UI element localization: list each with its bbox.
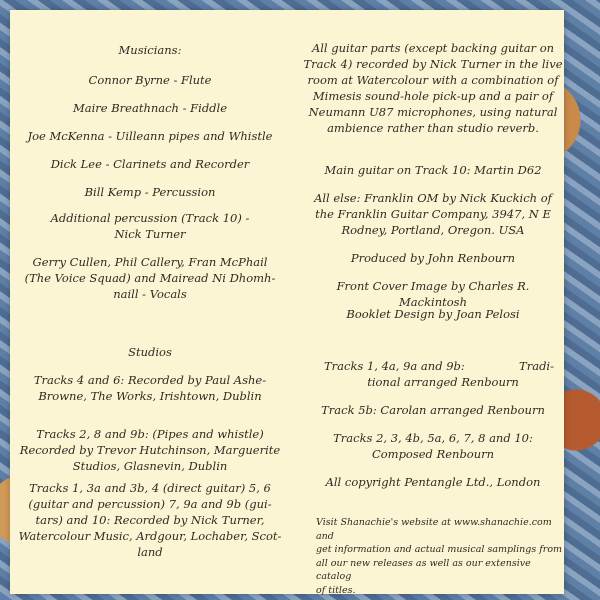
producer-credit: Produced by John Renbourn	[350, 251, 516, 265]
musician-credit: Maire Breathnach - Fiddle	[72, 101, 228, 115]
design-credit: Booklet Design by Joan Pelosi	[346, 307, 520, 321]
musician-credit: Gerry Cullen, Phil Callery, Fran McPhail (The Voice Squad) and Mairead Ni Dhomh- naill - Vocals	[24, 255, 276, 301]
other-guitar-note: All else: Franklin OM by Nick Kuckich of the Franklin Guitar Company, 3947, N E Rodney, Portland, Oregon. USA	[314, 191, 552, 237]
studio-credit: Tracks 2, 8 and 9b: (Pipes and whistle) Recorded by Trevor Hutchinson, Marguerite Studios, Glasnevin, Dublin	[19, 427, 281, 473]
musician-credit: Additional percussion (Track 10) - Nick Turner	[50, 211, 250, 241]
arrangement-credit: Tracks 2, 3, 4b, 5a, 6, 7, 8 and 10: Composed Renbourn	[333, 431, 533, 461]
booklet-page	[10, 10, 564, 594]
arrangement-credit: Track 5b: Carolan arranged Renbourn	[321, 403, 545, 417]
main-guitar-note: Main guitar on Track 10: Martin D62	[324, 163, 542, 177]
studio-credit: Tracks 1, 3a and 3b, 4 (direct guitar) 5, 6 (guitar and percussion) 7, 9a and 9b (gui- tars) and 10: Recorded by Nick Turner, Watercolour Music, Ardgour, Lochaber, Scot- land	[18, 481, 282, 559]
musicians-heading: Musicians:	[118, 43, 182, 57]
arrangement-credit: Tracks 1, 4a, 9a and 9b: Tradi-	[324, 359, 554, 373]
studios-heading: Studios	[128, 345, 172, 359]
musician-credit: Dick Lee - Clarinets and Recorder	[50, 157, 250, 171]
musician-credit: Connor Byrne - Flute	[88, 73, 212, 87]
musician-credit: Bill Kemp - Percussion	[84, 185, 216, 199]
studio-credit: Tracks 4 and 6: Recorded by Paul Ashe- Browne, The Works, Irishtown, Dublin	[33, 373, 267, 403]
guitar-recording-note: All guitar parts (except backing guitar on Track 4) recorded by Nick Turner in the live room at Watercolour with a combination of Mimesis sound-hole pick-up and a pair of Neumann U87 microphones, using natural ambience rather than studio reverb.	[303, 41, 563, 135]
musician-credit: Joe McKenna - Uilleann pipes and Whistle	[27, 129, 273, 143]
arrangement-credit-continued: tional arranged Renbourn	[367, 375, 519, 389]
website-note: Visit Shanachie's website at www.shanachie.com and get information and actual musical samplings from all our new releases as well as our extensive catalog of titles.	[316, 517, 563, 596]
cover-image-credit: Front Cover Image by Charles R. Mackintosh	[336, 279, 530, 309]
copyright-notice: All copyright Pentangle Ltd., London	[325, 475, 541, 489]
